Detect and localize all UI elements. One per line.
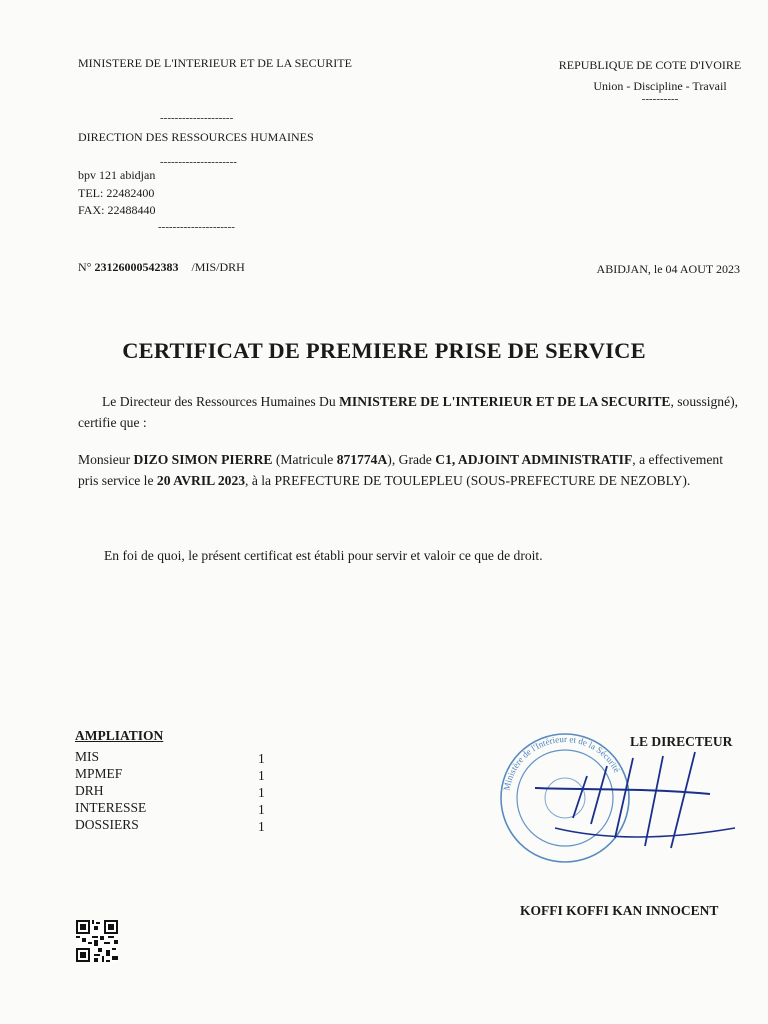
address: bpv 121 abidjan [78, 168, 156, 182]
republic-name: REPUBLIQUE DE COTE D'IVOIRE [558, 58, 742, 72]
paragraph-intro: Le Directeur des Ressources Humaines Du MINISTERE DE L'INTERIEUR ET DE LA SECURITE, soussigné), certifie que : [78, 394, 739, 430]
separator: -------------------- [160, 112, 234, 124]
national-motto: Union - Discipline - Travail [593, 79, 727, 93]
signature-stroke [535, 788, 710, 794]
separator: --------------------- [160, 156, 237, 168]
ampliation-label: DOSSIERS [75, 817, 139, 832]
ampliation-heading: AMPLIATION [75, 728, 164, 743]
signature-stroke [555, 828, 735, 837]
separator: --------------------- [158, 221, 235, 233]
separator: ---------- [641, 93, 679, 105]
qr-code [76, 920, 118, 962]
ampliation-count: 1 [258, 802, 265, 817]
stamp-arc-text: Ministère de l'Intérieur et de la Sécurité [501, 733, 623, 792]
ampliation-count: 1 [258, 751, 265, 766]
director-name: KOFFI KOFFI KAN INNOCENT [520, 903, 719, 918]
ampliation-label: MIS [75, 749, 100, 764]
reference-number: N° 23126000542383 /MIS/DRH [78, 260, 245, 274]
official-stamp [495, 728, 745, 868]
telephone: TEL: 22482400 [78, 186, 155, 200]
ministry-name: MINISTERE DE L'INTERIEUR ET DE LA SECURITE [78, 56, 352, 70]
fax: FAX: 22488440 [78, 203, 156, 217]
ampliation-label: DRH [75, 783, 104, 798]
paragraph-certification: Monsieur DIZO SIMON PIERRE (Matricule 871774A), Grade C1, ADJOINT ADMINISTRATIF, a effectivement pris service le 20 AVRIL 2023, à la PREFECTURE DE TOULEPLEU (SOUS-PREFECTURE DE NEZOBLY). [78, 452, 723, 488]
ampliation-count: 1 [258, 768, 265, 783]
document-title: CERTIFICAT DE PREMIERE PRISE DE SERVICE [122, 338, 646, 363]
director-title: LE DIRECTEUR [630, 734, 733, 749]
place-date: ABIDJAN, le 04 AOUT 2023 [596, 262, 740, 276]
ampliation-count: 1 [258, 785, 265, 800]
ampliation-label: INTERESSE [75, 800, 147, 815]
ampliation-count: 1 [258, 819, 265, 834]
ampliation-label: MPMEF [75, 766, 123, 781]
paragraph-closing: En foi de quoi, le présent certificat est établi pour servir et valoir ce que de droit. [104, 548, 543, 563]
direction-name: DIRECTION DES RESSOURCES HUMAINES [78, 130, 314, 144]
